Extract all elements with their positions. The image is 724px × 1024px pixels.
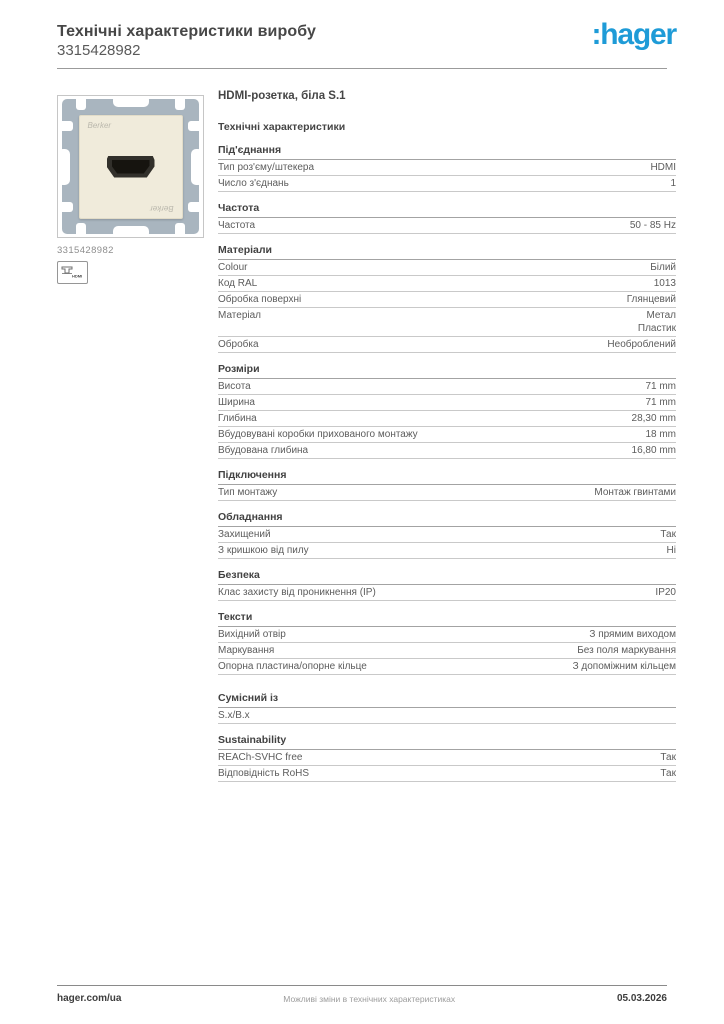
section-rows <box>218 527 676 559</box>
spec-sections <box>218 144 676 782</box>
spec-value: 71 mm <box>645 381 676 392</box>
spec-value: 71 mm <box>645 397 676 408</box>
spec-row <box>218 308 676 337</box>
spec-row <box>218 659 676 675</box>
tech-characteristics-heading: Технічні характеристики <box>218 121 346 133</box>
spec-section <box>218 244 676 353</box>
hdmi-connector <box>107 156 155 178</box>
spec-value: 1 <box>670 178 676 189</box>
header <box>57 22 667 60</box>
spec-section <box>218 511 676 559</box>
spec-value: HDMI <box>650 162 676 173</box>
spec-label: Висота <box>218 381 251 392</box>
spec-label: Вихідний отвір <box>218 629 286 640</box>
document-title: Технічні характеристики виробу <box>57 23 316 40</box>
spec-label: Частота <box>218 220 256 231</box>
spec-row <box>218 643 676 659</box>
spec-label: Ширина <box>218 397 255 408</box>
product-title: HDMI-розетка, біла S.1 <box>218 90 346 102</box>
spec-value: Так <box>660 529 676 540</box>
spec-label: REACh-SVHC free <box>218 752 303 763</box>
section-title: Матеріали <box>218 244 676 260</box>
spec-section <box>218 144 676 192</box>
spec-row <box>218 260 676 276</box>
spec-value: Необроблений <box>607 339 676 350</box>
spec-label: Відповідність RoHS <box>218 768 310 779</box>
spec-label: Матеріал <box>218 310 261 321</box>
spec-label: Обробка поверхні <box>218 294 302 305</box>
product-image <box>57 95 204 238</box>
spec-value: 50 - 85 Hz <box>629 220 676 231</box>
spec-section <box>218 569 676 601</box>
section-title: Сумісний із <box>218 692 676 708</box>
spec-label: Colour <box>218 262 248 273</box>
spec-row <box>218 627 676 643</box>
spec-label: Глибина <box>218 413 257 424</box>
spec-row <box>218 411 676 427</box>
footer-divider <box>57 985 667 986</box>
section-rows <box>218 218 676 234</box>
spec-label: Тип монтажу <box>218 487 278 498</box>
spec-value: Білий <box>650 262 676 273</box>
spec-label: Опорна пластина/опорне кільце <box>218 661 367 672</box>
hdmi-plug-icon <box>60 264 85 281</box>
spec-label: Вбудовувані коробки прихованого монтажу <box>218 429 418 440</box>
spec-value: Глянцевий <box>626 294 676 305</box>
section-title: Sustainability <box>218 734 676 750</box>
section-rows <box>218 485 676 501</box>
spec-row <box>218 395 676 411</box>
spec-value: Так <box>660 768 676 779</box>
spec-row <box>218 337 676 353</box>
hager-logo: :hager <box>591 18 676 51</box>
section-title: Підключення <box>218 469 676 485</box>
spec-label: Обробка <box>218 339 259 350</box>
spec-row <box>218 218 676 234</box>
spec-row <box>218 585 676 601</box>
spec-value: Ні <box>666 545 676 556</box>
spec-table <box>218 90 676 782</box>
spec-section <box>218 363 676 459</box>
section-rows <box>218 585 676 601</box>
spec-row <box>218 485 676 501</box>
spec-section <box>218 469 676 501</box>
footer-website-link[interactable]: hager.com/ua <box>57 993 122 1004</box>
spec-value: Монтаж гвинтами <box>594 487 676 498</box>
spec-value: 16,80 mm <box>631 445 676 456</box>
header-divider <box>57 68 667 69</box>
spec-value: 28,30 mm <box>631 413 676 424</box>
section-rows <box>218 160 676 192</box>
section-rows <box>218 750 676 782</box>
spec-label: Число з'єднань <box>218 178 289 189</box>
spec-value: З прямим виходом <box>589 629 676 640</box>
spec-value: 1013 <box>653 278 676 289</box>
spec-value: IP20 <box>655 587 676 598</box>
spec-row <box>218 443 676 459</box>
spec-label: З кришкою від пилу <box>218 545 309 556</box>
spec-row <box>218 708 676 724</box>
footer-date: 05.03.2026 <box>616 993 667 1004</box>
spec-row <box>218 160 676 176</box>
spec-row <box>218 527 676 543</box>
spec-label: Клас захисту від проникнення (IP) <box>218 587 376 598</box>
spec-value: З допоміжним кільцем <box>572 661 676 672</box>
spec-label: Код RAL <box>218 278 258 289</box>
spec-value: Метал Пластик <box>637 310 676 334</box>
document-product-code: 3315428982 <box>57 42 141 59</box>
spec-row <box>218 176 676 192</box>
spec-section <box>218 734 676 782</box>
spec-label: Вбудована глибина <box>218 445 309 456</box>
watermark-text: Berker <box>87 120 112 130</box>
section-rows <box>218 708 676 724</box>
spec-row <box>218 427 676 443</box>
spec-value: 18 mm <box>645 429 676 440</box>
spec-row <box>218 750 676 766</box>
cover-plate <box>79 115 183 219</box>
spec-section <box>218 692 676 724</box>
section-rows <box>218 260 676 353</box>
spec-row <box>218 276 676 292</box>
spec-label: Тип роз'єму/штекера <box>218 162 315 173</box>
section-title: Розміри <box>218 363 676 379</box>
spec-row <box>218 379 676 395</box>
spec-value: Так <box>660 752 676 763</box>
spec-row <box>218 766 676 782</box>
spec-label: Маркування <box>218 645 275 656</box>
section-title: Безпека <box>218 569 676 585</box>
spec-value: Без поля маркування <box>577 645 676 656</box>
section-rows <box>218 379 676 459</box>
section-title: Обладнання <box>218 511 676 527</box>
spec-row <box>218 543 676 559</box>
spec-label: Захищений <box>218 529 271 540</box>
footer-disclaimer: Можливі зміни в технічних характеристиках <box>283 993 456 1004</box>
spec-section <box>218 202 676 234</box>
spec-section <box>218 611 676 675</box>
hdmi-pictogram-icon <box>57 261 88 284</box>
product-image-code: 3315428982 <box>57 245 114 256</box>
footer <box>57 993 667 1004</box>
section-rows <box>218 627 676 675</box>
section-title: Частота <box>218 202 676 218</box>
spec-label: S.x/B.x <box>218 710 250 721</box>
section-title: Під'єднання <box>218 144 676 160</box>
spec-row <box>218 292 676 308</box>
watermark-text: Berker <box>149 203 174 213</box>
section-title: Тексти <box>218 611 676 627</box>
svg-text:HDMI: HDMI <box>72 273 83 279</box>
